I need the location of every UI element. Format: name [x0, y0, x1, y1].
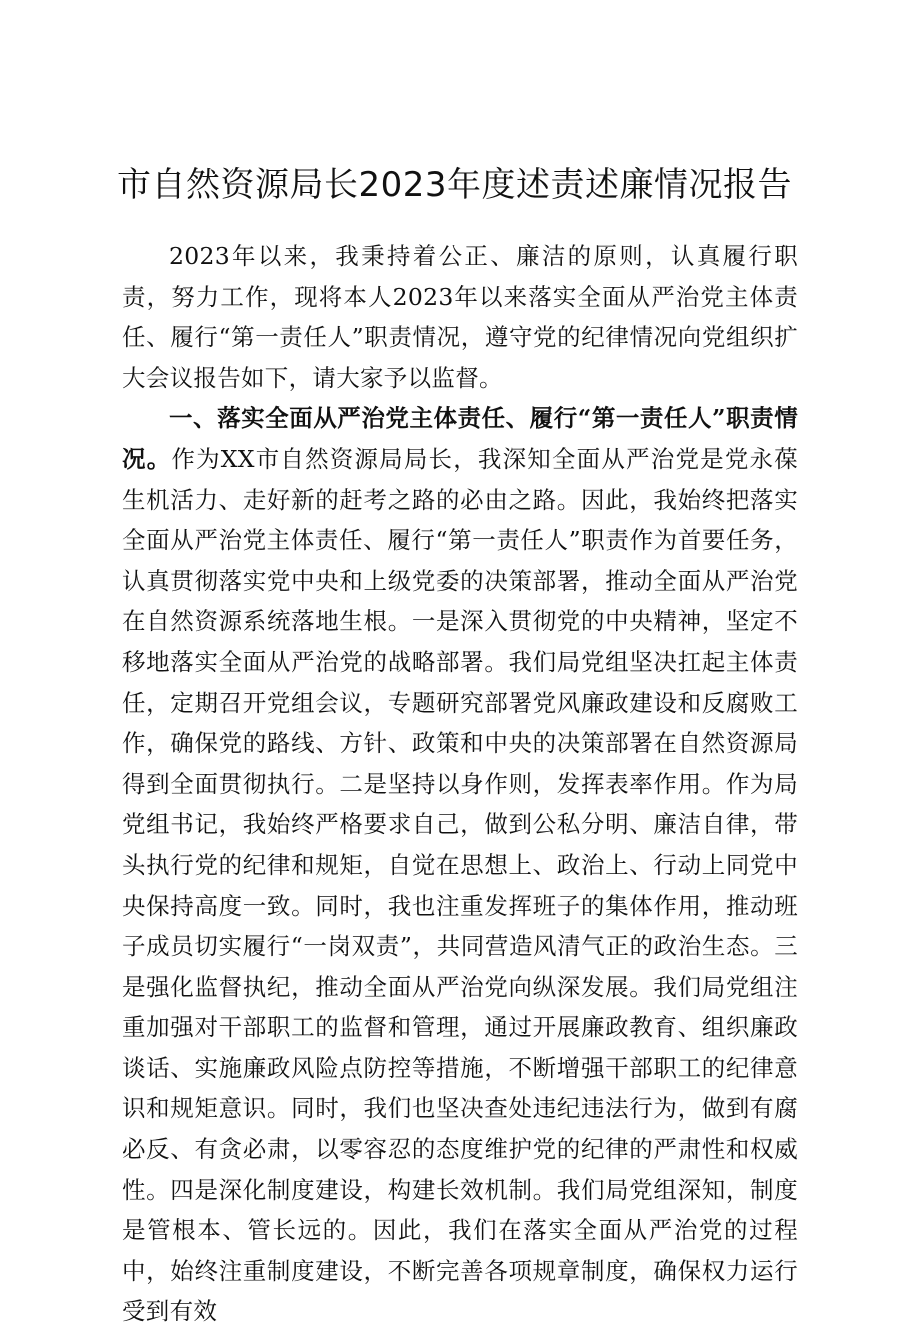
section-1-body: 作为XX市自然资源局局长，我深知全面从严治党是党永葆生机活力、走好新的赶考之路的必由之路。因此，我始终把落实全面从严治党主体责任、履行“第一责任人”职责作为首要任务，认真贯彻落实党中央和上级党委的决策部署，推动全面从严治党在自然资源系统落地生根。一是深入贯彻党的中央精神，坚定不移地落实全面从严治党的战略部署。我们局党组坚决扛起主体责任，定期召开党组会议，专题研究部署党风廉政建设和反腐败工作，确保党的路线、方针、政策和中央的决策部署在自然资源局得到全面贯彻执行。二是坚持以身作则，发挥表率作用。作为局党组书记，我始终严格要求自己，做到公私分明、廉洁自律，带头执行党的纪律和规矩，自觉在思想上、政治上、行动上同党中央保持高度一致。同时，我也注重发挥班子的集体作用，推动班子成员切实履行“一岗双责”，共同营造风清气正的政治生态。三是强化监督执纪，推动全面从严治党向纵深发展。我们局党组注重加强对干部职工的监督和管理，通过开展廉政教育、组织廉政谈话、实施廉政风险点防控等措施，不断增强干部职工的纪律意识和规矩意识。同时，我们也坚决查处违纪违法行为，做到有腐必反、有贪必肃，以零容忍的态度维护党的纪律的严肃性和权威性。四是深化制度建设，构建长效机制。我们局党组深知，制度是管根本、管长远的。因此，我们在落实全面从严治党的过程中，始终注重制度建设，不断完善各项规章制度，确保权力运行受到有效 [122, 444, 798, 1326]
intro-paragraph: 2023年以来，我秉持着公正、廉洁的原则，认真履行职责，努力工作，现将本人2023年以来落实全面从严治党主体责任、履行“第一责任人”职责情况，遵守党的纪律情况向党组织扩大会议报告如下，请大家予以监督。 [122, 242, 798, 392]
section-1-paragraph [122, 398, 798, 1332]
section-1-heading: 一、落实全面从严治党主体责任、履行“第一责任人”职责情况。 [122, 404, 798, 473]
document-body [122, 236, 798, 1332]
document-title: 市自然资源局长2023年度述责述廉情况报告 [116, 165, 793, 205]
